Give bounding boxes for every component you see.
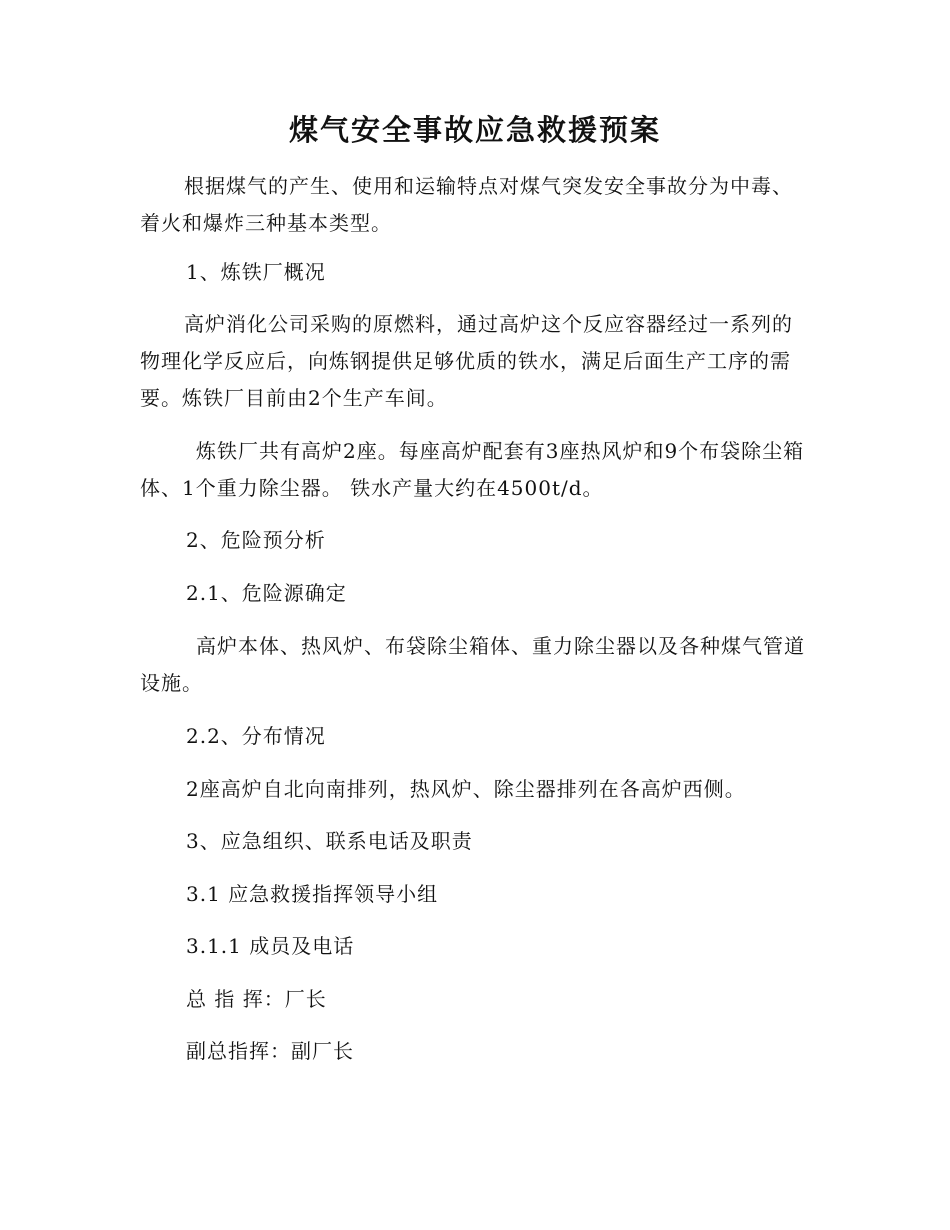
section-1-paragraph-2: 炼铁厂共有高炉2座。每座高炉配套有3座热风炉和9个布袋除尘箱体、1个重力除尘器。 铁水产量大约在4500t/d。 [140, 439, 805, 500]
member-chief-commander: 总 指 挥：厂长 [186, 987, 327, 1011]
member-deputy-commander: 副总指挥：副厂长 [186, 1039, 354, 1063]
section-2-heading: 2、危险预分析 [186, 528, 326, 552]
document-title: 煤气安全事故应急救援预案 [288, 113, 661, 147]
section-2-1-heading: 2.1、危险源确定 [186, 581, 347, 605]
section-3-1-heading: 3.1 应急救援指挥领导小组 [186, 882, 439, 906]
section-3-heading: 3、应急组织、联系电话及职责 [186, 829, 473, 853]
intro-paragraph: 根据煤气的产生、使用和运输特点对煤气突发安全事故分为中毒、着火和爆炸三种基本类型。 [140, 174, 793, 235]
section-3-1-1-heading: 3.1.1 成员及电话 [186, 934, 355, 958]
section-2-2-heading: 2.2、分布情况 [186, 724, 326, 748]
section-2-1-paragraph: 高炉本体、热风炉、布袋除尘箱体、重力除尘器以及各种煤气管道设施。 [140, 634, 805, 695]
section-1-paragraph-1: 高炉消化公司采购的原燃料，通过高炉这个反应容器经过一系列的物理化学反应后，向炼钢提供足够优质的铁水，满足后面生产工序的需要。炼铁厂目前由2个生产车间。 [140, 312, 793, 410]
section-1-heading: 1、炼铁厂概况 [186, 260, 326, 284]
section-2-2-paragraph: 2座高炉自北向南排列，热风炉、除尘器排列在各高炉西侧。 [186, 777, 746, 801]
